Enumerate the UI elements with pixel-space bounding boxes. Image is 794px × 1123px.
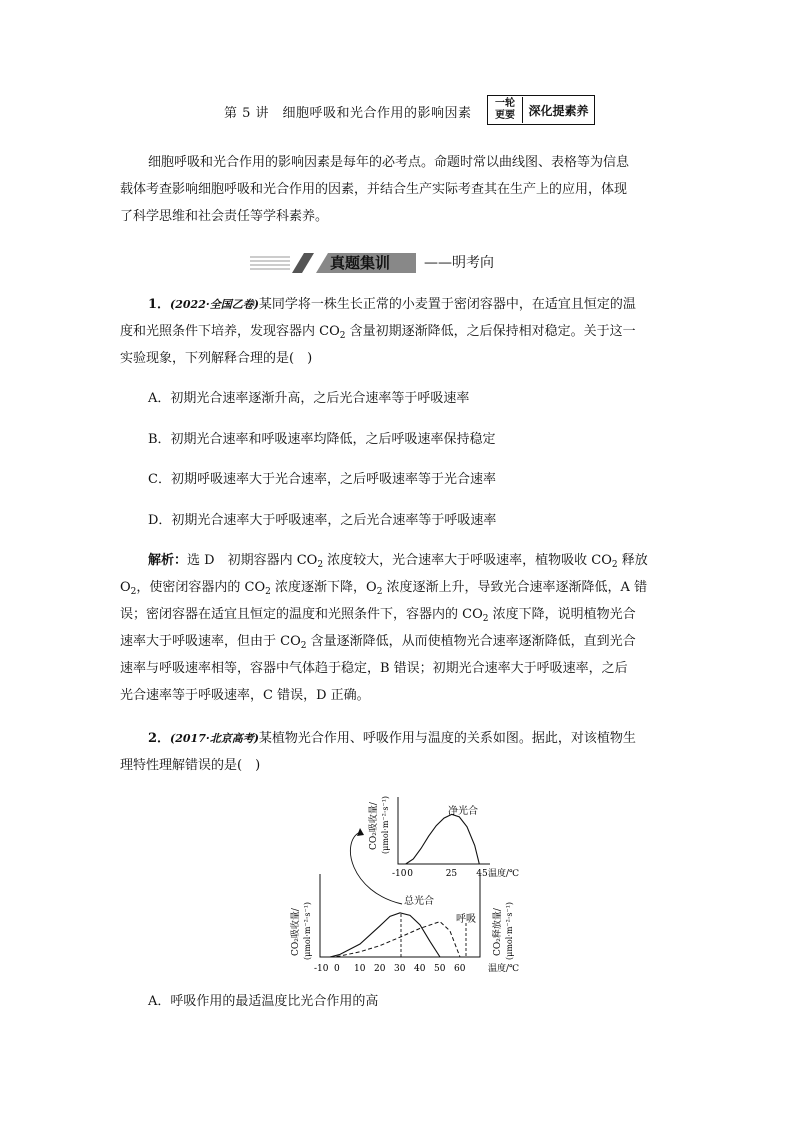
section-sub: ——明考向 (424, 255, 494, 271)
bottom-tick-label: 50 (434, 964, 446, 974)
bottom-ylabel-left-1: CO₂吸收量/ (291, 908, 301, 956)
analysis-line-1 (148, 548, 648, 578)
bottom-ylabel-right-1: CO₂释放量/ (493, 908, 503, 956)
badge-bottom: 更要 (495, 110, 515, 121)
bottom-series-resp: 呼吸 (456, 914, 476, 925)
bottom-tick-label: -10 (314, 964, 329, 974)
a-l4a: 速率大于呼吸速率，但由于 CO (120, 634, 301, 649)
q2-number: 2． (148, 731, 171, 746)
a-l2d: 浓度逐渐上升，导致光合速率逐渐降低，A 错 (382, 580, 648, 595)
intro-line-3: 了科学思维和社会责任等学科素养。 (120, 209, 329, 224)
figure-temperature-curves (280, 792, 530, 977)
bottom-tick-label: 0 (334, 964, 340, 974)
page-title: 第 5 讲 细胞呼吸和光合作用的影响因素 (224, 106, 472, 121)
a-l3b: 浓度下降，说明植物光合 (488, 607, 636, 622)
top-series-label: 净光合 (448, 806, 478, 817)
bottom-tick-label: 30 (394, 964, 406, 974)
a-l1d: 释放 (617, 553, 648, 568)
q1-number: 1． (148, 297, 171, 312)
q1-source: (2022·全国乙卷) (170, 298, 259, 311)
a-l3a: 误；密闭容器在适宜且恒定的温度和光照条件下，容器内的 CO (120, 607, 483, 622)
q1-option-c[interactable]: C．初期呼吸速率大于光合速率，之后呼吸速率等于光合速率 (148, 472, 496, 487)
bottom-tick-label: 40 (414, 964, 426, 974)
a-l4b: 含量逐渐降低，从而使植物光合速率逐渐降低，直到光合 (306, 634, 636, 649)
level-badge (487, 95, 595, 125)
sub-2: 2 (265, 587, 271, 597)
bottom-ylabel-left-2: (μmol·m⁻²·s⁻¹) (303, 901, 312, 960)
sub-2: 2 (339, 331, 346, 341)
bottom-tick-label: 60 (454, 964, 466, 974)
q2-option-a[interactable]: A．呼吸作用的最适温度比光合作用的高 (148, 994, 379, 1009)
bottom-curve-gross-photosynthesis (330, 913, 440, 957)
sub-2: 2 (130, 587, 137, 597)
q1-stem-text: 某同学将一株生长正常的小麦置于密闭容器中，在适宜且恒定的温 (258, 297, 636, 312)
a-l2a: O (120, 580, 131, 595)
q1-stem-2b: 含量初期逐渐降低，之后保持相对稳定。关于这一 (345, 324, 636, 339)
top-tick-label: 0 (407, 869, 414, 879)
q1-option-a[interactable]: A．初期光合速率逐渐升高，之后光合速率等于呼吸速率 (148, 391, 470, 406)
bottom-ylabel-right-2: (μmol·m⁻²·s⁻¹) (505, 901, 514, 960)
analysis-line-4 (120, 629, 636, 659)
sub-2: 2 (300, 641, 307, 651)
top-xlabel: 温度/℃ (488, 869, 520, 879)
arrow-head (357, 828, 364, 836)
a-l2b: ，使密闭容器内的 CO (136, 580, 266, 595)
top-ylabel-1: CO₂吸收量/ (369, 802, 379, 850)
q1-stem-2a: 度和光照条件下培养，发现容器内 CO (120, 324, 340, 339)
intro-line-2: 载体考查影响细胞呼吸和光合作用的因素，并结合生产实际考查其在生产上的应用，体现 (120, 182, 628, 197)
q2-stem-line-2: 理特性理解错误的是( ) (120, 758, 261, 773)
analysis-line-3 (120, 602, 636, 632)
top-curve-net-photosynthesis (406, 814, 480, 864)
bottom-series-gross: 总光合 (404, 896, 434, 907)
badge-top: 一轮 (495, 98, 515, 109)
bottom-tick-label: 10 (354, 964, 366, 974)
badge-right: 深化提素养 (528, 103, 589, 118)
q1-stem-line-2 (120, 319, 636, 349)
top-tick-label: -10 (392, 869, 407, 879)
analysis-label: 解析： (148, 553, 188, 568)
sub-2: 2 (376, 587, 383, 597)
q1-stem-line-3: 实验现象，下列解释合理的是( ) (120, 351, 313, 366)
analysis-line-5: 速率与呼吸速率相等，容器中气体趋于稳定，B 错误；初期光合速率大于呼吸速率，之后 (120, 661, 628, 676)
a-l1c: 浓度较大，光合速率大于呼吸速率，植物吸收 CO (323, 553, 612, 568)
section-label: 真题集训 (330, 254, 391, 272)
analysis-line-2 (120, 575, 647, 605)
q1-option-d[interactable]: D．初期光合速率大于呼吸速率，之后光合速率等于呼吸速率 (148, 513, 497, 528)
q2-stem-text: 某植物光合作用、呼吸作用与温度的关系如图。据此，对该植物生 (258, 731, 636, 746)
top-ylabel-2: (μmol·m⁻²·s⁻¹) (381, 795, 390, 854)
sub-2: 2 (482, 614, 489, 624)
bottom-xlabel: 温度/℃ (488, 964, 520, 974)
q2-stem-line-1 (148, 726, 636, 752)
analysis-line-6: 光合速率等于呼吸速率，C 错误，D 正确。 (120, 688, 370, 703)
sub-2: 2 (317, 560, 324, 570)
a-l1b: 选 D 初期容器内 CO (187, 553, 318, 568)
q1-stem-line-1 (148, 292, 636, 318)
bottom-curve-respiration (330, 922, 460, 957)
intro-line-1: 细胞呼吸和光合作用的影响因素是每年的必考点。命题时常以曲线图、表格等为信息 (148, 155, 630, 170)
section-banner-graphic (250, 252, 544, 274)
sub-2: 2 (611, 560, 618, 570)
badge-stack (488, 97, 523, 123)
a-l2c: 浓度逐渐下降，O (270, 580, 377, 595)
bottom-tick-label: 20 (374, 964, 386, 974)
top-tick-label: 25 (445, 869, 458, 879)
top-tick-label: 45 (476, 869, 488, 879)
q1-option-b[interactable]: B．初期光合速率和呼吸速率均降低，之后呼吸速率保持稳定 (148, 432, 496, 447)
q2-source: (2017·北京高考) (170, 732, 259, 745)
